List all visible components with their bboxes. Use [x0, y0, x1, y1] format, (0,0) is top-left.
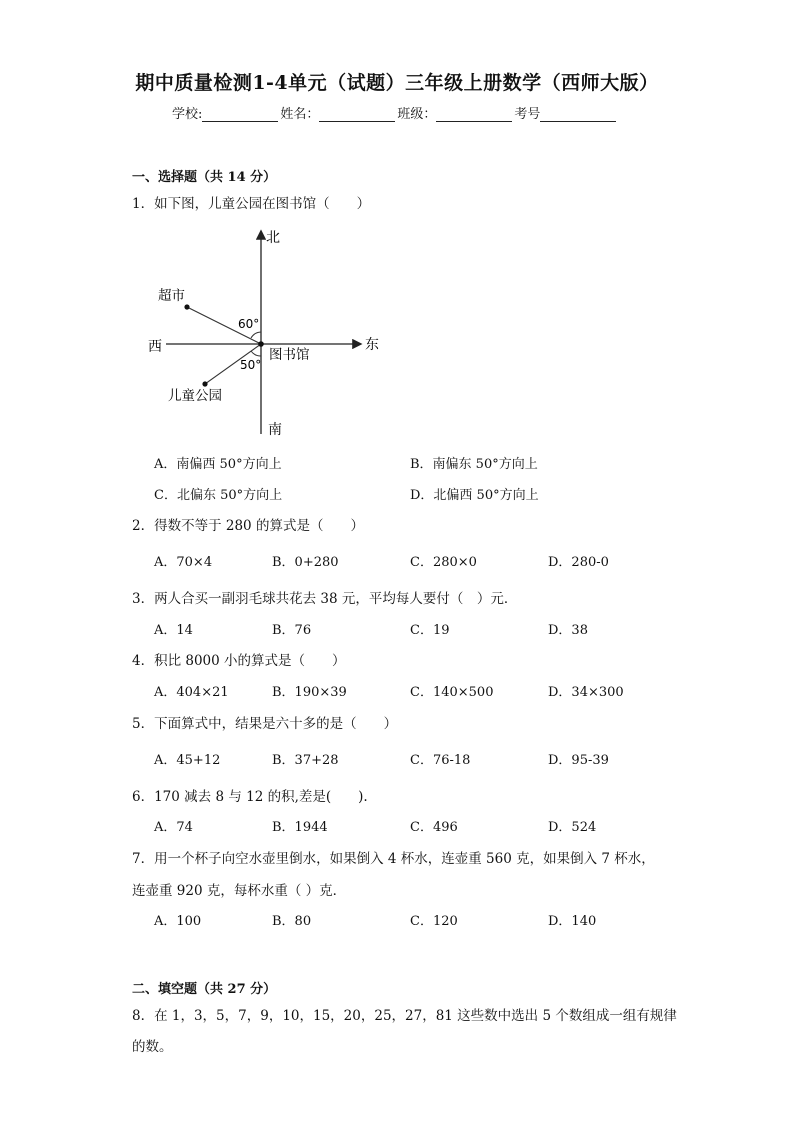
number-blank	[540, 107, 616, 122]
library-label: 图书馆	[269, 347, 310, 363]
name-blank	[319, 107, 395, 122]
question-2: 2．得数不等于 280 的算式是（ ）	[132, 518, 364, 534]
question-7-line2: 连壶重 920 克，每杯水重（ ）克．	[132, 883, 347, 899]
library-point	[258, 341, 264, 347]
q3-option-c: C．19	[410, 623, 450, 638]
q7-option-d: D．140	[548, 914, 597, 929]
question-7-line1: 7．用一个杯子向空水壶里倒水，如果倒入 4 杯水，连壶重 560 克，如果倒入 7 杯水，	[132, 851, 655, 867]
question-3: 3．两人合买一副羽毛球共花去 38 元，平均每人要付（ ）元．	[132, 591, 518, 607]
class-blank	[436, 107, 512, 122]
question-6: 6．170 减去 8 与 12 的积,差是( ).	[132, 789, 368, 805]
angle-60-label: 60°	[238, 317, 260, 331]
q6-option-b: B．1944	[272, 820, 328, 835]
park-label: 儿童公园	[168, 388, 222, 404]
supermarket-label: 超市	[158, 288, 185, 304]
school-label: 学校:	[172, 107, 203, 122]
q4-option-a: A．404×21	[154, 685, 229, 700]
angle-arc-top	[251, 332, 261, 338]
question-8-line1: 8．在 1，3，5，7，9，10，15，20，25，27，81 这些数中选出 5 个数组成一组有规律	[132, 1008, 677, 1024]
q2-option-b: B．0+280	[272, 555, 339, 570]
q6-option-d: D．524	[548, 820, 597, 835]
q1-option-c: C．北偏东 50°方向上	[154, 488, 283, 503]
q5-option-b: B．37+28	[272, 753, 339, 768]
south-label: 南	[268, 422, 282, 438]
east-label: 东	[365, 337, 379, 353]
q4-option-d: D．34×300	[548, 685, 624, 700]
q3-option-b: B．76	[272, 623, 312, 638]
q6-option-a: A．74	[154, 820, 193, 835]
angle-50-label: 50°	[240, 358, 262, 372]
q2-option-c: C．280×0	[410, 555, 477, 570]
q7-option-b: B．80	[272, 914, 312, 929]
section2-heading: 二、填空题（共 27 分）	[132, 982, 277, 997]
north-label: 北	[266, 230, 280, 246]
question-4: 4．积比 8000 小的算式是（ ）	[132, 653, 346, 669]
name-label: 姓名：	[280, 107, 320, 122]
class-label: 班级：	[397, 107, 437, 122]
q2-option-a: A．70×4	[154, 555, 213, 570]
q7-option-a: A．100	[154, 914, 202, 929]
q3-option-a: A．14	[154, 623, 193, 638]
page-title: 期中质量检测1-4单元（试题）三年级上册数学（西师大版）	[135, 72, 659, 94]
west-label: 西	[148, 339, 162, 355]
q6-option-c: C．496	[410, 820, 458, 835]
supermarket-point	[184, 304, 189, 309]
q5-option-d: D．95-39	[548, 753, 609, 768]
q2-option-d: D．280-0	[548, 555, 609, 570]
number-label: 考号	[514, 107, 541, 122]
q5-option-a: A．45+12	[154, 753, 221, 768]
section1-heading: 一、选择题（共 14 分）	[132, 170, 277, 185]
school-blank	[202, 107, 278, 122]
student-info-line	[172, 103, 618, 122]
park-point	[202, 381, 207, 386]
q5-option-c: C．76-18	[410, 753, 471, 768]
question-5: 5．下面算式中，结果是六十多的是（ ）	[132, 716, 398, 732]
q3-option-d: D．38	[548, 623, 588, 638]
angle-arc-bottom	[251, 351, 261, 356]
direction-diagram	[140, 222, 400, 442]
q1-option-d: D．北偏西 50°方向上	[410, 488, 539, 503]
question-1: 1．如下图，儿童公园在图书馆（ ）	[132, 196, 371, 212]
q7-option-c: C．120	[410, 914, 458, 929]
question-8-line2: 的数。	[132, 1039, 173, 1055]
q1-option-a: A．南偏西 50°方向上	[154, 457, 282, 472]
q1-option-b: B．南偏东 50°方向上	[410, 457, 538, 472]
q4-option-c: C．140×500	[410, 685, 494, 700]
q4-option-b: B．190×39	[272, 685, 347, 700]
